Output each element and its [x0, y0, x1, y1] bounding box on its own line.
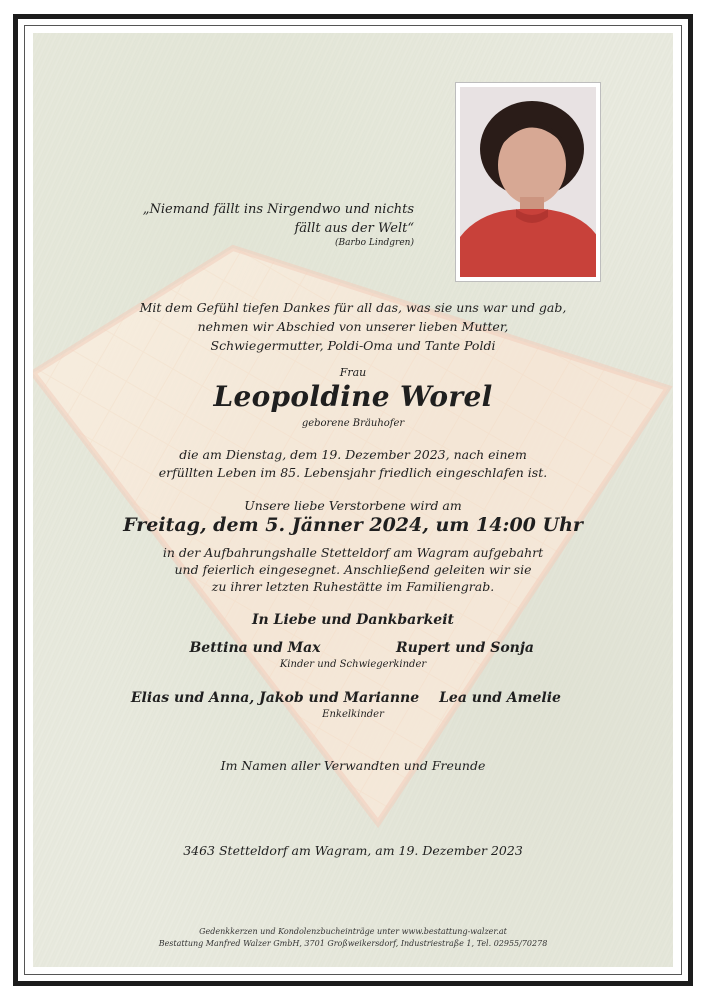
grandchildren-name-2: Lea und Amelie — [439, 690, 561, 706]
portrait-frame — [455, 82, 601, 282]
portrait-illustration — [460, 87, 596, 277]
quote-line-1: „Niemand fällt ins Nirgendwo und nichts — [142, 202, 414, 217]
birth-name: geborene Bräuhofer — [301, 418, 405, 429]
children-name-1: Bettina und Max — [189, 640, 321, 656]
children-name-2: Rupert und Sonja — [395, 640, 534, 656]
children-role: Kinder und Schwiegerkinder — [279, 659, 427, 670]
intro-line-2: nehmen wir Abschied von unserer lieben Mutter, — [197, 319, 509, 334]
quote-author: (Barbo Lindgren) — [335, 238, 414, 248]
title-prefix: Frau — [339, 366, 367, 379]
grandchildren-role: Enkelkinder — [322, 709, 384, 720]
funeral-detail-line-3: zu ihrer letzten Ruhestätte im Familiengrab. — [211, 579, 495, 594]
funeral-intro: Unsere liebe Verstorbene wird am — [244, 498, 462, 513]
place-date: 3463 Stetteldorf am Wagram, am 19. Dezember 2023 — [183, 843, 523, 858]
relatives-line: Im Namen aller Verwandten und Freunde — [220, 758, 486, 773]
grandchildren-name-1: Elias und Anna, Jakob und Marianne — [130, 690, 420, 706]
intro-line-1: Mit dem Gefühl tiefen Dankes für all das, was sie uns war und gab, — [139, 300, 567, 315]
portrait-photo — [460, 87, 596, 277]
death-line-1: die am Dienstag, dem 19. Dezember 2023, nach einem — [179, 447, 527, 462]
funeral-date: Freitag, dem 5. Jänner 2024, um 14:00 Uhr — [123, 514, 583, 536]
quote-line-2: fällt aus der Welt“ — [294, 221, 414, 236]
mourners-heading: In Liebe und Dankbarkeit — [252, 612, 454, 628]
footer-line-1: Gedenkkerzen und Kondolenzbucheinträge unter www.bestattung-walzer.at — [199, 927, 507, 936]
funeral-detail-line-1: in der Aufbahrungshalle Stetteldorf am Wagram aufgebahrt — [162, 545, 544, 560]
funeral-detail-line-2: und feierlich eingesegnet. Anschließend geleiten wir sie — [174, 562, 532, 577]
death-line-2: erfüllten Leben im 85. Lebensjahr friedlich eingeschlafen ist. — [158, 465, 548, 480]
footer-line-2: Bestattung Manfred Walzer GmbH, 3701 Großweikersdorf, Industriestraße 1, Tel. 02955/70278 — [158, 939, 548, 948]
deceased-name: Leopoldine Worel — [213, 380, 493, 413]
intro-line-3: Schwiegermutter, Poldi-Oma und Tante Poldi — [210, 338, 496, 353]
